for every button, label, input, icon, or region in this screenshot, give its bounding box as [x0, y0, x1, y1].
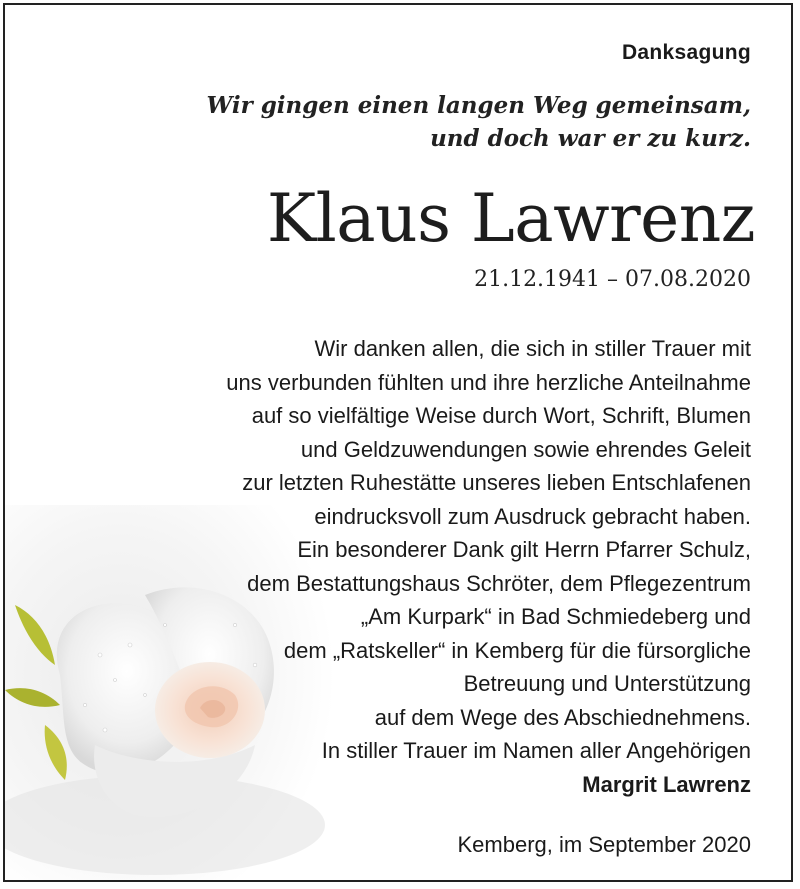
thanks-text: [226, 332, 751, 734]
text-line: dem „Ratskeller“ in Kemberg für die fürsorgliche: [283, 637, 751, 663]
text-line: „Am Kurpark“ in Bad Schmiedeberg und: [360, 604, 751, 629]
text-line: und Geldzuwendungen sowie ehrendes Geleit: [300, 436, 751, 462]
text-line: uns verbunden fühlten und ihre herzliche Anteilnahme: [226, 369, 751, 395]
text-line: zur letzten Ruhestätte unseres lieben Entschlafenen: [242, 470, 751, 495]
signer-name: Margrit Lawrenz: [582, 771, 751, 797]
text-line: eindrucksvoll zum Ausdruck gebracht haben.: [314, 503, 751, 529]
paragraph-1: [226, 332, 751, 533]
closing-line: In stiller Trauer im Namen aller Angehörigen: [321, 738, 751, 763]
deceased-name: Klaus Lawrenz: [266, 180, 755, 257]
closing-block: [322, 734, 751, 801]
text-line: Wir danken allen, die sich in stiller Trauer mit: [314, 336, 751, 361]
motto-line: und doch war er zu kurz.: [430, 125, 751, 152]
text-line: auf so vielfältige Weise durch Wort, Schrift, Blumen: [251, 403, 751, 428]
text-line: Ein besonderer Dank gilt Herrn Pfarrer Schulz,: [297, 537, 751, 562]
motto-line: Wir gingen einen langen Weg gemeinsam,: [206, 92, 751, 119]
heading: Danksagung: [621, 41, 751, 64]
obituary-card: [3, 3, 793, 882]
motto: [206, 89, 751, 155]
place-date: Kemberg, im September 2020: [457, 832, 751, 857]
text-line: Betreuung und Unterstützung: [463, 671, 751, 696]
text-line: auf dem Wege des Abschiednehmens.: [374, 704, 751, 730]
text-line: dem Bestattungshaus Schröter, dem Pflegezentrum: [247, 570, 751, 596]
paragraph-2: [226, 533, 751, 734]
life-dates: 21.12.1941 – 07.08.2020: [474, 267, 751, 292]
